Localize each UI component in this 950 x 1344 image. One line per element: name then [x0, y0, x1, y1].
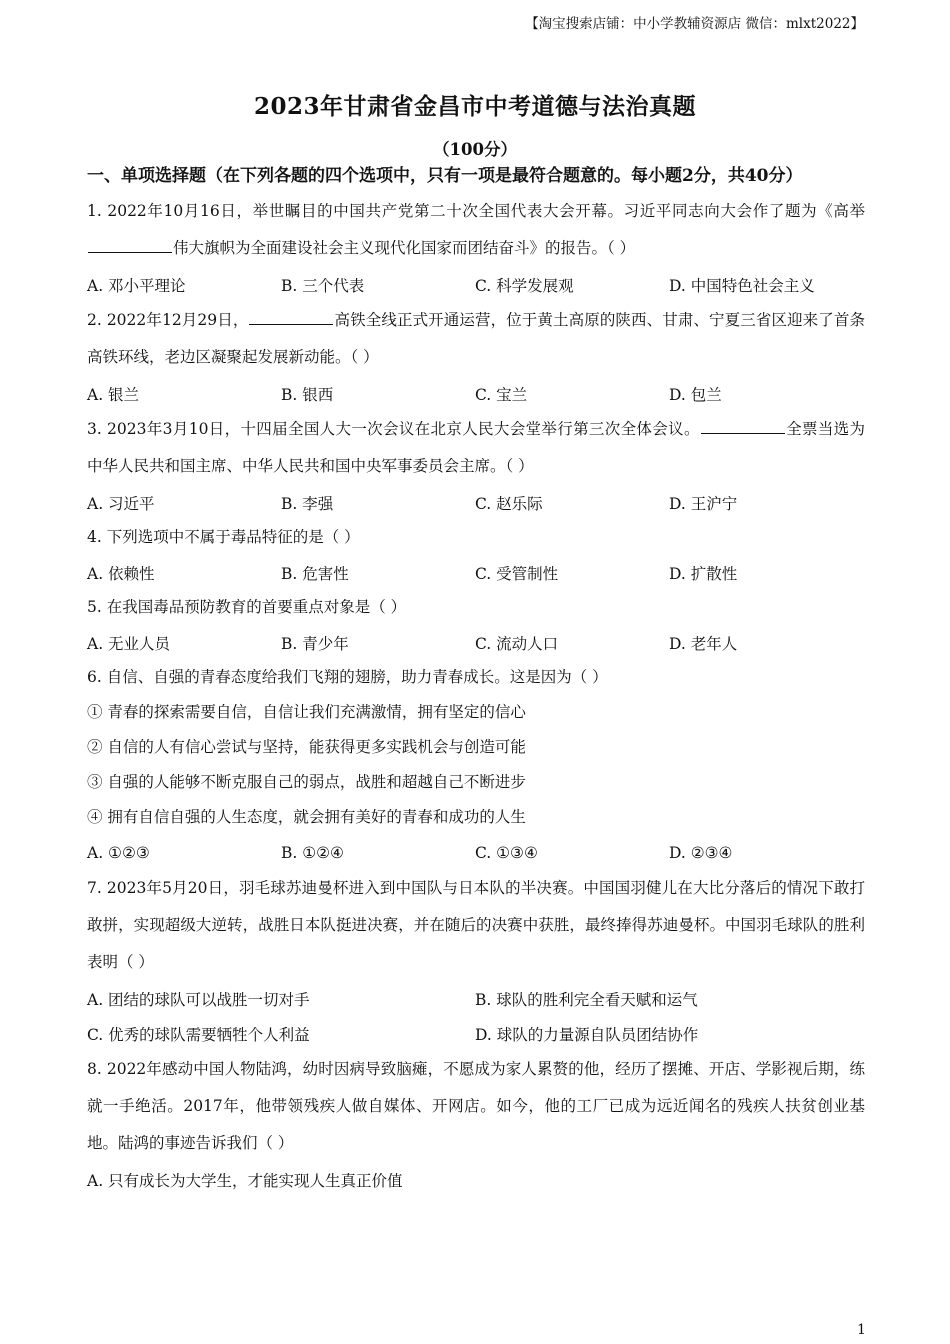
option-b: B. 李强 [281, 494, 334, 513]
option-a: A. 银兰 [87, 385, 140, 404]
question-text [87, 302, 865, 376]
question-text-pre: 3. 2023年3月10日，十四届全国人大一次会议在北京人民大会堂举行第三次全体会议。 [87, 420, 700, 438]
option-a: A. 依赖性 [87, 564, 155, 583]
question-text-pre: 1. 2022年10月16日，举世瞩目的中国共产党第二十次全国代表大会开幕。习近平同志向大会作了题为《高举 [87, 202, 865, 220]
option-d: D. ②③④ [669, 843, 733, 862]
section-heading: 一、单项选择题（在下列各题的四个选项中，只有一项是最符合题意的。每小题2分，共40分） [87, 166, 803, 186]
option-c: C. ①③④ [475, 843, 538, 862]
option-d: D. 包兰 [669, 385, 722, 404]
statement-3: ③ 自强的人能够不断克服自己的弱点，战胜和超越自己不断进步 [87, 773, 526, 791]
question-text-post: 全票当选为中华人民共和国主席、中华人民共和国中央军事委员会主席。（ ） [87, 420, 865, 475]
question-1 [87, 193, 865, 302]
option-b: B. 青少年 [281, 634, 349, 653]
option-d: D. 扩散性 [669, 564, 738, 583]
question-5 [87, 590, 865, 660]
option-a: A. 邓小平理论 [87, 276, 186, 295]
option-d: D. 老年人 [669, 634, 738, 653]
question-text [87, 193, 865, 267]
question-2 [87, 302, 865, 411]
question-text [87, 411, 865, 485]
option-a: A. 只有成长为大学生，才能实现人生真正价值 [87, 1171, 403, 1190]
option-a: A. 无业人员 [87, 634, 171, 653]
question-text: 4. 下列选项中不属于毒品特征的是（ ） [87, 528, 360, 546]
option-c: C. 赵乐际 [475, 494, 543, 513]
options-row [87, 1016, 865, 1051]
statement-4: ④ 拥有自信自强的人生态度，就会拥有美好的青春和成功的人生 [87, 808, 526, 826]
question-text-post: 高铁全线正式开通运营，位于黄土高原的陕西、甘肃、宁夏三省区迎来了首条高铁环线，老边区凝聚起发展新动能。（ ） [87, 311, 865, 366]
option-b: B. 球队的胜利完全看天赋和运气 [475, 990, 698, 1009]
options-row [87, 835, 865, 870]
option-c: C. 受管制性 [475, 564, 559, 583]
page-title: 2023年甘肃省金昌市中考道德与法治真题 [253, 93, 696, 120]
option-d: D. 中国特色社会主义 [669, 276, 815, 295]
exam-content [87, 162, 865, 1197]
total-score: （100分） [433, 140, 517, 159]
question-text: 8. 2022年感动中国人物陆鸿，幼时因病导致脑瘫，不愿成为家人累赘的他，经历了摆摊、开店、学影视后期，练就一手绝活。2017年，他带领残疾人做自媒体、开网店。如今，他的工厂已成为远近闻名的残疾人扶贫创业基地。陆鸿的事迹告诉我们（ ） [87, 1060, 865, 1152]
question-text-pre: 2. 2022年12月29日， [87, 311, 249, 329]
question-4 [87, 520, 865, 590]
options-row [87, 981, 865, 1016]
option-a: A. 团结的球队可以战胜一切对手 [87, 990, 310, 1009]
option-b: B. 危害性 [281, 564, 349, 583]
option-b: B. 银西 [281, 385, 334, 404]
option-a: A. 习近平 [87, 494, 155, 513]
options-row [87, 485, 865, 520]
question-7 [87, 870, 865, 1051]
statement-1: ① 青春的探索需要自信，自信让我们充满激情，拥有坚定的信心 [87, 703, 526, 721]
option-c: C. 优秀的球队需要牺牲个人利益 [87, 1025, 310, 1044]
options-row [87, 625, 865, 660]
option-b: B. ①②④ [281, 843, 344, 862]
option-c: C. 流动人口 [475, 634, 559, 653]
option-d: D. 王沪宁 [669, 494, 738, 513]
option-c: C. 科学发展观 [475, 276, 574, 295]
fill-blank [88, 238, 172, 253]
options-row [87, 376, 865, 411]
statement-2: ② 自信的人有信心尝试与坚持，能获得更多实践机会与创造可能 [87, 738, 526, 756]
page-number: 1 [857, 1322, 866, 1338]
option-b: B. 三个代表 [281, 276, 365, 295]
question-text-post: 伟大旗帜为全面建设社会主义现代化国家而团结奋斗》的报告。（ ） [173, 239, 636, 257]
question-8 [87, 1051, 865, 1197]
options-row [87, 1162, 865, 1197]
options-row [87, 267, 865, 302]
question-text: 5. 在我国毒品预防教育的首要重点对象是（ ） [87, 598, 407, 616]
question-text: 6. 自信、自强的青春态度给我们飞翔的翅膀，助力青春成长。这是因为（ ） [87, 668, 608, 686]
fill-blank [249, 310, 333, 325]
question-text: 7. 2023年5月20日，羽毛球苏迪曼杯进入到中国队与日本队的半决赛。中国国羽健儿在大比分落后的情况下敢打敢拼，实现超级大逆转，战胜日本队挺进决赛，并在随后的决赛中获胜，最终捧得苏迪曼杯。中国羽毛球队的胜利表明（ ） [87, 879, 865, 971]
option-c: C. 宝兰 [475, 385, 528, 404]
question-6 [87, 660, 865, 870]
options-row [87, 555, 865, 590]
header-note: 【淘宝搜索店铺：中小学教辅资源店 微信：mlxt2022】 [525, 16, 864, 32]
fill-blank [701, 419, 785, 434]
option-d: D. 球队的力量源自队员团结协作 [475, 1025, 699, 1044]
question-3 [87, 411, 865, 520]
option-a: A. ①②③ [87, 843, 150, 862]
